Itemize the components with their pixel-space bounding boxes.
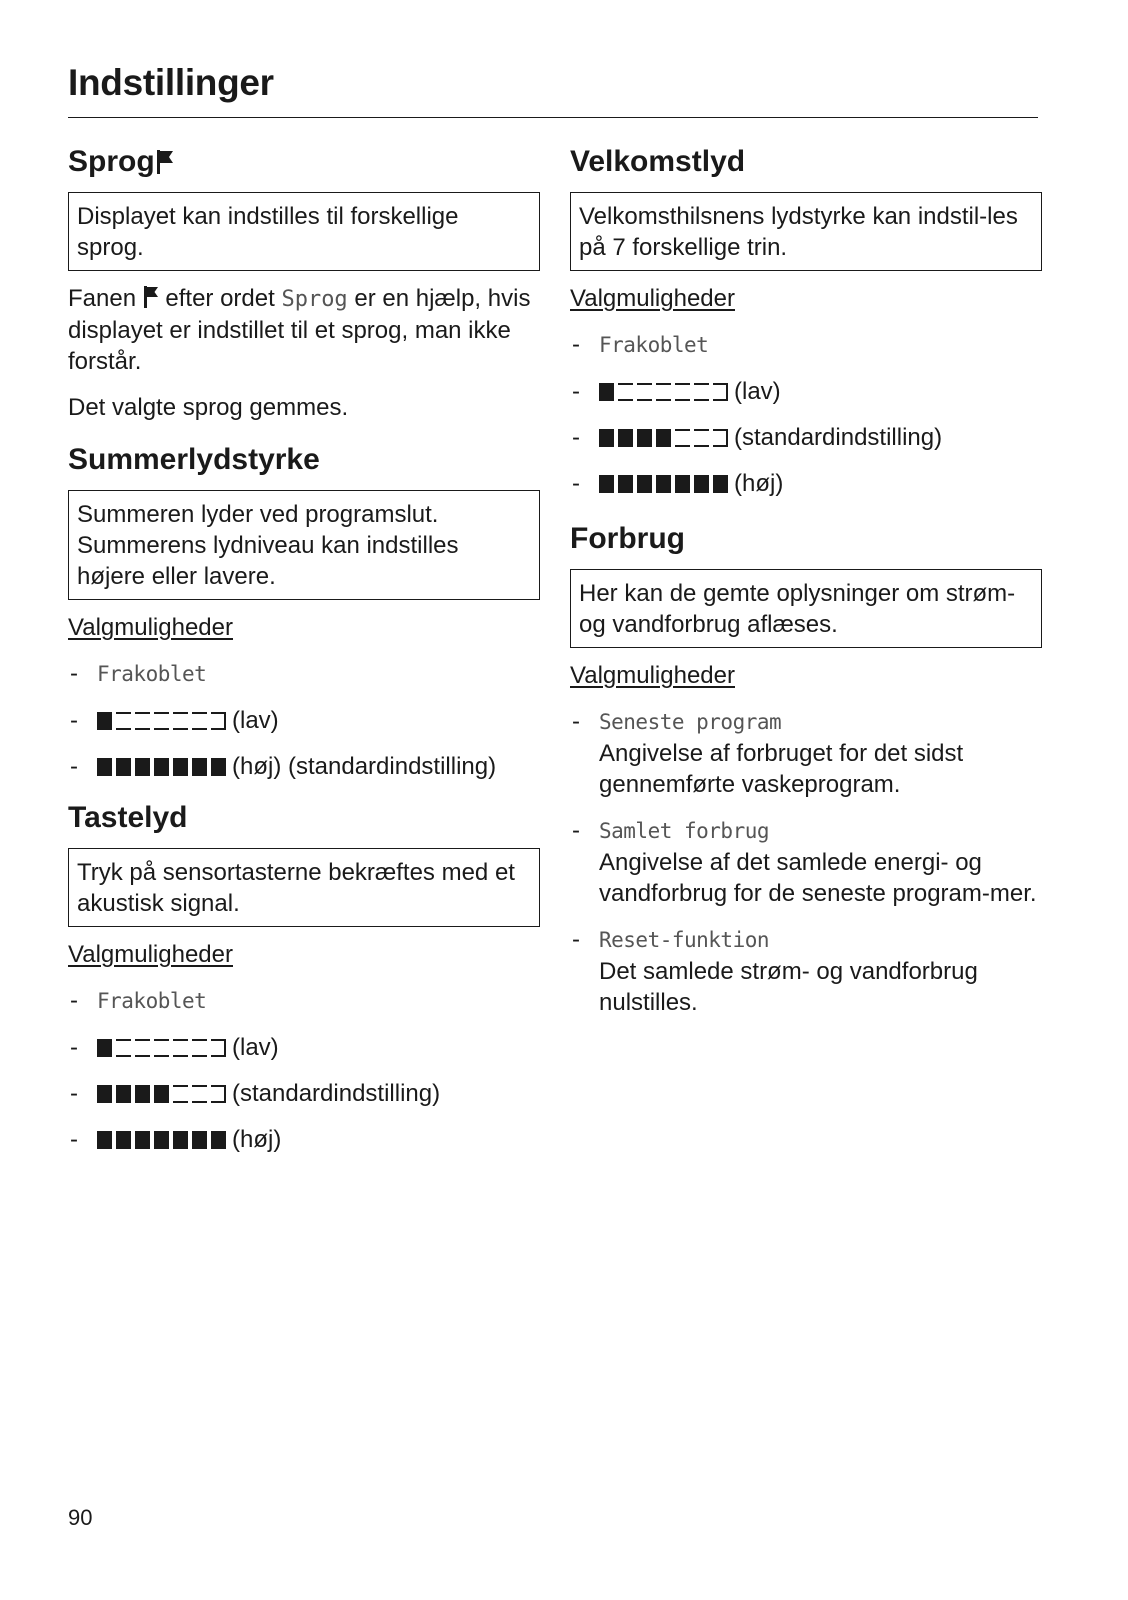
info-box-velkomstlyd: Velkomsthilsnens lydstyrke kan indstil-les på 7 forskellige trin. — [570, 192, 1042, 271]
options-list — [570, 329, 1042, 499]
level-segment — [656, 429, 671, 447]
level-segment — [173, 712, 188, 730]
section-heading-forbrug: Forbrug — [570, 522, 685, 555]
section-forbrug — [570, 517, 1042, 1018]
level-segment — [618, 475, 633, 493]
title-divider — [68, 117, 1038, 118]
level-segment — [116, 1039, 131, 1057]
level-segment — [211, 1085, 226, 1103]
level-segment — [192, 1131, 207, 1149]
option-item — [68, 751, 540, 782]
level-segment — [618, 429, 633, 447]
option-item — [68, 1124, 540, 1155]
display-option-label: Reset-funktion — [599, 928, 770, 952]
option-text: (lav) — [232, 707, 279, 734]
level-segment — [135, 1039, 150, 1057]
level-segment — [173, 1039, 188, 1057]
level-segment — [192, 758, 207, 776]
option-text: (lav) — [232, 1034, 279, 1061]
list-dash: - — [70, 753, 78, 780]
option-item — [68, 658, 540, 690]
page-number: 90 — [68, 1505, 93, 1530]
level-segment — [599, 429, 614, 447]
level-segment — [694, 429, 709, 447]
level-segment — [192, 712, 207, 730]
right-column — [570, 140, 1042, 1018]
level-segment — [599, 475, 614, 493]
level-segment — [599, 383, 614, 401]
level-segment — [116, 758, 131, 776]
option-text: (lav) — [734, 378, 781, 405]
level-segment — [694, 383, 709, 401]
info-box-tastelyd: Tryk på sensortasterne bekræftes med et akustisk signal. — [68, 848, 540, 927]
level-segment — [135, 1131, 150, 1149]
flag-icon — [155, 148, 175, 176]
section-sprog — [68, 140, 540, 423]
options-label: Valgmuligheder — [68, 614, 233, 641]
option-item — [570, 422, 1042, 453]
level-segment — [694, 475, 709, 493]
option-text: (høj) — [232, 1126, 282, 1153]
section-tastelyd — [68, 796, 540, 1155]
option-item — [570, 468, 1042, 499]
level-segment — [211, 1131, 226, 1149]
level-bar-icon — [97, 712, 226, 730]
option-description: Angivelse af det samlede energi- og vandforbrug for de seneste program-mer. — [599, 849, 1037, 907]
level-segment — [173, 758, 188, 776]
level-segment — [637, 383, 652, 401]
list-dash: - — [70, 660, 78, 687]
option-text: (høj) (standardindstilling) — [232, 753, 497, 780]
list-dash: - — [572, 926, 580, 953]
level-bar-icon — [97, 1085, 226, 1103]
para-text: efter ordet — [158, 285, 282, 312]
para-text: er en hjælp, hvis displayet er indstillet til et sprog, man ikke forstår. — [68, 285, 531, 375]
level-segment — [154, 1085, 169, 1103]
page-title: Indstillinger — [68, 62, 274, 103]
level-segment — [656, 475, 671, 493]
section-summerlydstyrke — [68, 438, 540, 782]
section-velkomstlyd — [570, 140, 1042, 499]
left-column — [68, 140, 540, 1155]
level-segment — [637, 475, 652, 493]
level-segment — [192, 1039, 207, 1057]
option-text: (standardindstilling) — [734, 424, 943, 451]
option-item — [570, 924, 1042, 1018]
list-dash: - — [572, 708, 580, 735]
level-segment — [637, 429, 652, 447]
options-label: Valgmuligheder — [570, 285, 735, 312]
level-segment — [135, 758, 150, 776]
level-segment — [211, 712, 226, 730]
level-bar-icon — [599, 475, 728, 493]
level-segment — [154, 1039, 169, 1057]
option-item — [570, 376, 1042, 407]
options-list — [570, 706, 1042, 1018]
level-segment — [173, 1085, 188, 1103]
display-option-label: Samlet forbrug — [599, 819, 770, 843]
option-item — [68, 1078, 540, 1109]
level-segment — [135, 1085, 150, 1103]
level-segment — [713, 475, 728, 493]
display-option-label: Frakoblet — [97, 989, 207, 1013]
level-bar-icon — [97, 758, 226, 776]
level-bar-icon — [97, 1131, 226, 1149]
options-label: Valgmuligheder — [570, 662, 735, 689]
list-dash: - — [70, 1034, 78, 1061]
display-option-label: Frakoblet — [599, 333, 709, 357]
level-segment — [192, 1085, 207, 1103]
option-item — [570, 329, 1042, 361]
level-segment — [618, 383, 633, 401]
level-segment — [116, 1085, 131, 1103]
option-item — [570, 815, 1042, 909]
info-box-sprog: Displayet kan indstilles til forskellige sprog. — [68, 192, 540, 271]
list-dash: - — [70, 987, 78, 1014]
option-item — [68, 705, 540, 736]
option-description: Det samlede strøm- og vandforbrug nulstilles. — [599, 958, 978, 1016]
level-segment — [97, 1085, 112, 1103]
info-box-forbrug: Her kan de gemte oplysninger om strøm- og vandforbrug aflæses. — [570, 569, 1042, 648]
display-option-label: Seneste program — [599, 710, 782, 734]
level-segment — [135, 712, 150, 730]
level-segment — [713, 429, 728, 447]
display-option-label: Frakoblet — [97, 662, 207, 686]
sprog-help-paragraph — [68, 283, 540, 377]
level-segment — [97, 758, 112, 776]
level-segment — [97, 1039, 112, 1057]
option-item — [68, 985, 540, 1017]
display-word-sprog: Sprog — [281, 287, 348, 312]
level-segment — [211, 758, 226, 776]
info-box-summerlydstyrke: Summeren lyder ved programslut. Summerens lydniveau kan indstilles højere eller lavere. — [68, 490, 540, 600]
level-segment — [154, 1131, 169, 1149]
options-label: Valgmuligheder — [68, 941, 233, 968]
level-segment — [211, 1039, 226, 1057]
level-segment — [154, 712, 169, 730]
level-bar-icon — [599, 383, 728, 401]
list-dash: - — [572, 331, 580, 358]
option-text: (høj) — [734, 470, 784, 497]
sprog-saved-paragraph: Det valgte sprog gemmes. — [68, 394, 349, 421]
list-dash: - — [572, 424, 580, 451]
option-text: (standardindstilling) — [232, 1080, 441, 1107]
level-segment — [713, 383, 728, 401]
section-heading-sprog — [68, 140, 540, 184]
level-segment — [154, 758, 169, 776]
option-description: Angivelse af forbruget for det sidst gennemførte vaskeprogram. — [599, 740, 964, 798]
level-segment — [97, 1131, 112, 1149]
level-segment — [116, 1131, 131, 1149]
level-segment — [173, 1131, 188, 1149]
section-heading-velkomstlyd: Velkomstlyd — [570, 145, 746, 178]
level-bar-icon — [97, 1039, 226, 1057]
list-dash: - — [572, 817, 580, 844]
list-dash: - — [572, 470, 580, 497]
options-list — [68, 985, 540, 1155]
list-dash: - — [70, 1080, 78, 1107]
level-segment — [116, 712, 131, 730]
level-segment — [97, 712, 112, 730]
flag-icon — [143, 285, 159, 309]
option-item — [570, 706, 1042, 800]
heading-text: Sprog — [68, 145, 155, 178]
list-dash: - — [70, 707, 78, 734]
level-segment — [675, 475, 690, 493]
level-segment — [675, 429, 690, 447]
para-text: Fanen — [68, 285, 143, 312]
section-heading-summerlydstyrke: Summerlydstyrke — [68, 443, 320, 476]
level-bar-icon — [599, 429, 728, 447]
list-dash: - — [70, 1126, 78, 1153]
options-list — [68, 658, 540, 782]
option-item — [68, 1032, 540, 1063]
section-heading-tastelyd: Tastelyd — [68, 801, 188, 834]
level-segment — [675, 383, 690, 401]
list-dash: - — [572, 378, 580, 405]
level-segment — [656, 383, 671, 401]
